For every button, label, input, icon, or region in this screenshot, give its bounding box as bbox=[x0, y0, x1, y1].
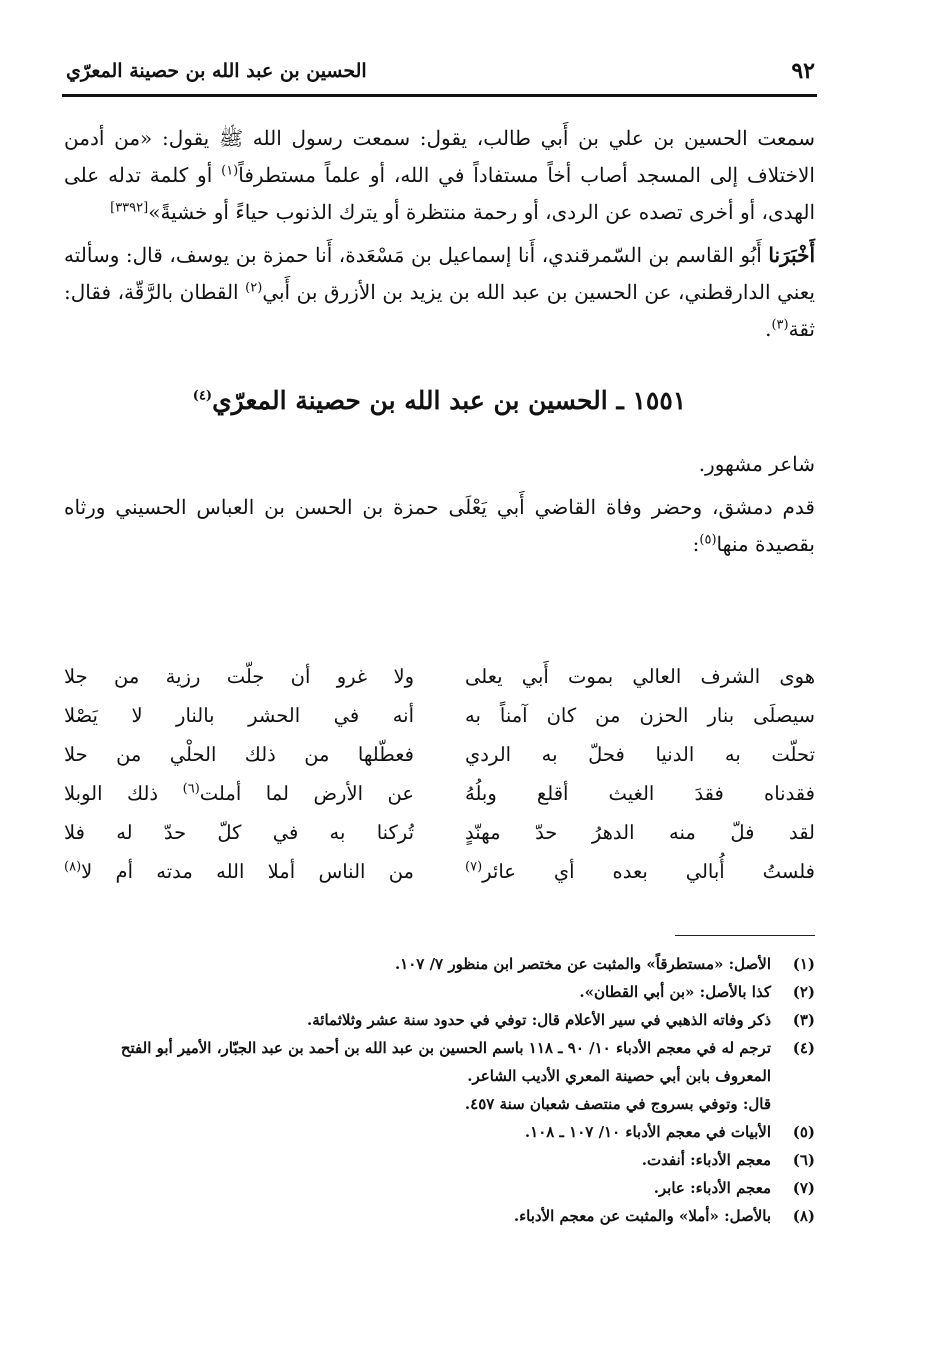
footnote-1 bbox=[64, 950, 815, 978]
footnote-marker-1[interactable]: (١) bbox=[221, 163, 239, 179]
verse-second-hemistich: ولا غرو أن جلّت رزية من جلا bbox=[64, 665, 414, 688]
verse-6 bbox=[64, 852, 815, 891]
footnote-number: (٧) bbox=[792, 1179, 815, 1197]
verse-5 bbox=[64, 813, 815, 852]
footnote-number: (٢) bbox=[792, 983, 815, 1001]
footnote-number: (١) bbox=[792, 955, 815, 973]
footnote-text: معجم الأدباء: عابر. bbox=[653, 1179, 771, 1197]
running-title: الحسين بن عبد الله بن حصينة المعرّي bbox=[66, 60, 367, 82]
footnote-2 bbox=[64, 978, 815, 1006]
footnote-text: معجم الأدباء: أنفدت. bbox=[641, 1151, 771, 1169]
footnote-4-continuation: قال: وتوفي بسروج في منتصف شعبان سنة ٤٥٧. bbox=[464, 1095, 771, 1113]
main-text bbox=[64, 120, 815, 563]
footnote-number: (٣) bbox=[792, 1011, 815, 1029]
footnote-marker-5[interactable]: (٥) bbox=[699, 532, 717, 548]
chain-paragraph: أَخْبَرَنا أَبُو القاسم بن السّمرقندي، أَنا إسماعيل بن مَسْعَدة، أَنا حمزة بن يوسف، قال: وسألته يعني الدارقطني، عن الحسين بن عبد الله بن يزيد بن الأزرق بن أَبي$^{(٢)}$ القطان بالرَّقّة، فقال: ثقة$^{(٣)}$. bbox=[64, 243, 815, 341]
footnotes bbox=[64, 950, 815, 1230]
verse-second-hemistich: فعطّلها من ذلك الحلْي من حلا bbox=[64, 743, 414, 766]
footnote-marker-8[interactable]: (٨) bbox=[64, 859, 82, 875]
footnote-6 bbox=[64, 1146, 815, 1174]
footnote-number: (٦) bbox=[792, 1151, 815, 1169]
footnote-text: بالأصل: «أملا» والمثبت عن معجم الأدباء. bbox=[513, 1207, 771, 1225]
footnote-5 bbox=[64, 1118, 815, 1146]
hadith-paragraph: سمعت الحسين بن علي بن أَبي طالب، يقول: سمعت رسول الله ﷺ يقول: «من أدمن الاختلاف إلى المسجد أصاب أخاً مستفاداً في الله، أو علماً مستطرفاً$^{(١)}$ أو كلمة تدله على الهدى، أو أخرى تصده عن الردى، أو رحمة منتظرة أو يترك الذنوب حياءً أو خشيةً»[٣٣٩٢] bbox=[64, 126, 815, 224]
footnote-text: الأبيات في معجم الأدباء ١٠/ ١٠٧ ـ ١٠٨. bbox=[524, 1123, 771, 1141]
verse-first-hemistich: لقد فلّ منه الدهرُ حدّ مهنّدٍ bbox=[465, 821, 815, 844]
verse-first-hemistich: فقدناه فقدَ الغيث أقلع وبلُهُ bbox=[465, 782, 815, 805]
footnote-marker-3[interactable]: (٣) bbox=[771, 317, 789, 333]
verse-first-hemistich: تحلّت به الدنيا فحلّ به الردي bbox=[465, 743, 815, 766]
verse-2 bbox=[64, 696, 815, 735]
verse-1 bbox=[64, 657, 815, 696]
verse-first-hemistich: فلستُ أُبالي بعده أي عائر$^{(٧)}$ bbox=[465, 859, 815, 883]
description-paragraph: شاعر مشهور. bbox=[698, 452, 815, 476]
footnote-8 bbox=[64, 1202, 815, 1230]
intro-paragraph: قدم دمشق، وحضر وفاة القاضي أَبي يَعْلَى حمزة بن الحسن بن العباس الحسيني ورثاه بقصيدة منها$^{(٥)}$: bbox=[64, 495, 815, 556]
entry-heading: ١٥٥١ ـ الحسين بن عبد الله بن حصينة المعرّي$^{(٤)}$ bbox=[192, 386, 687, 415]
footnote-number: (٥) bbox=[792, 1123, 815, 1141]
footnote-7 bbox=[64, 1174, 815, 1202]
verse-second-hemistich: عن الأرض لما أملت$^{(٦)}$ ذلك الوبلا bbox=[64, 781, 414, 805]
page-header bbox=[62, 54, 817, 97]
poem bbox=[64, 657, 815, 891]
footnote-number: (٨) bbox=[792, 1207, 815, 1225]
footnote-divider bbox=[675, 935, 815, 936]
footnote-text: ترجم له في معجم الأدباء ١٠/ ٩٠ ـ ١١٨ باسم الحسين بن عبد الله بن أحمد بن عبد الجبّار، الأمير أبو الفتح المعروف بابن أبي حصينة المعري الأديب الشاعر. bbox=[120, 1039, 771, 1085]
verse-second-hemistich: تُركنا به في كلّ حدّ له فلا bbox=[64, 821, 414, 844]
verse-3 bbox=[64, 735, 815, 774]
verse-first-hemistich: سيصلَى بنار الحزن من كان آمناً به bbox=[465, 704, 815, 727]
footnote-marker-6[interactable]: (٦) bbox=[182, 781, 200, 797]
footnote-number: (٤) bbox=[792, 1039, 815, 1057]
footnote-marker-4[interactable]: (٤) bbox=[192, 388, 213, 404]
page-number: ٩٢ bbox=[791, 58, 815, 84]
verse-second-hemistich: من الناس أملا الله مدته أم لا$^{(٨)}$ bbox=[64, 859, 414, 883]
verse-4 bbox=[64, 774, 815, 813]
footnote-marker-2[interactable]: (٢) bbox=[245, 280, 263, 296]
verse-second-hemistich: أنه في الحشر بالنار لا يَصْلا bbox=[64, 704, 414, 727]
footnote-3 bbox=[64, 1006, 815, 1034]
footnote-text: ذكر وفاته الذهبي في سير الأعلام قال: توفي في حدود سنة عشر وثلاثمائة. bbox=[307, 1011, 771, 1029]
footnote-text: كذا بالأصل: «بن أبي القطان». bbox=[579, 983, 771, 1001]
verse-first-hemistich: هوى الشرف العالي بموت أَبي يعلى bbox=[465, 665, 815, 688]
footnote-marker-7[interactable]: (٧) bbox=[465, 859, 483, 875]
footnote-4 bbox=[64, 1034, 815, 1090]
footnote-text: الأصل: «مستطرقاً» والمثبت عن مختصر ابن منظور ٧/ ١٠٧. bbox=[394, 955, 771, 973]
hadith-reference: [٣٣٩٢] bbox=[110, 200, 149, 216]
akhbarana-lead: أَخْبَرَنا bbox=[768, 243, 815, 267]
